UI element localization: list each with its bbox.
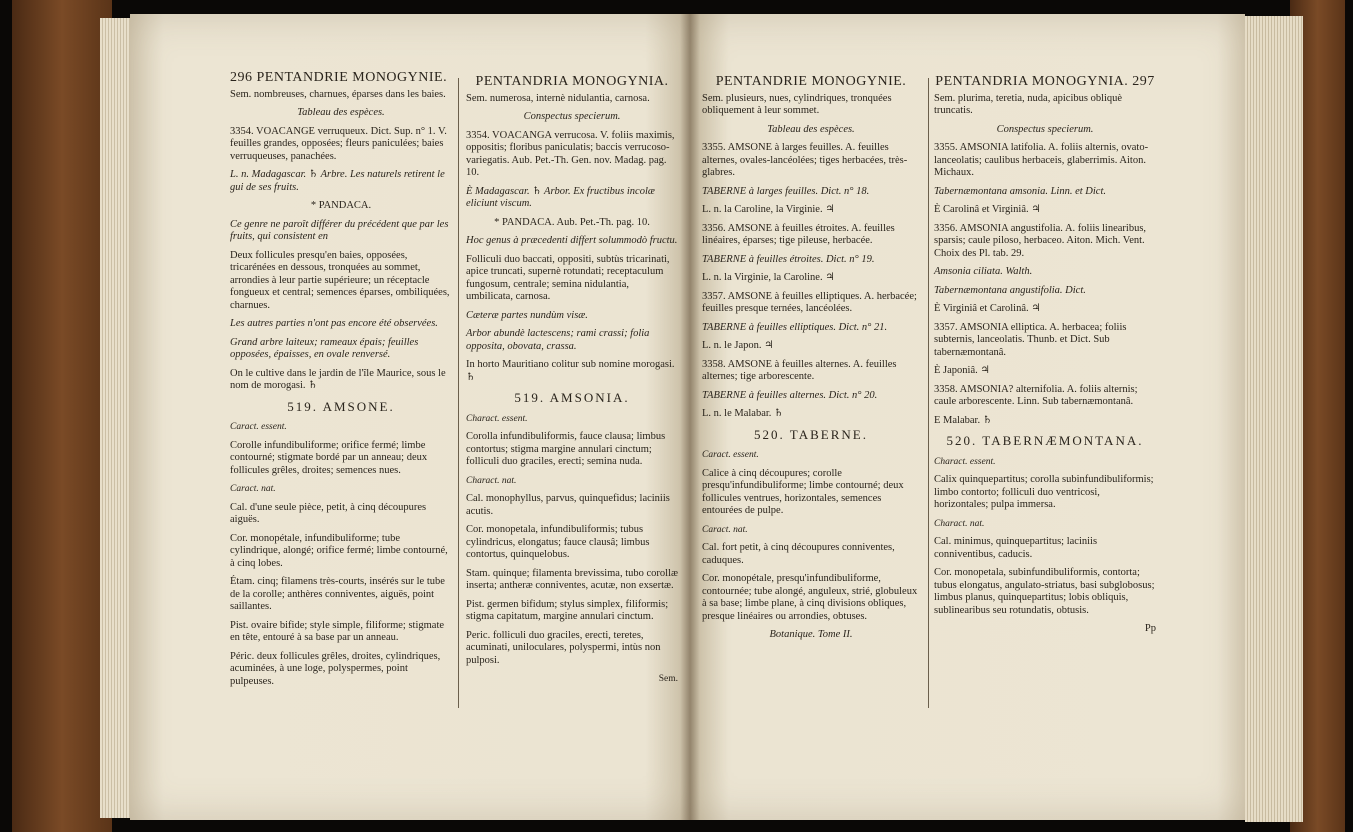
- footer-signature: Botanique. Tome II.: [769, 629, 853, 640]
- subheading: Charact. essent.: [934, 456, 996, 467]
- text-line: Cal. fort petit, à cinq découpures conniventes, caduques.: [702, 542, 895, 566]
- text-line: Ce genre ne paroît différer du précédent que par les fruits, qui consistent en: [230, 218, 449, 242]
- genus-title: * PANDACA.: [310, 200, 372, 211]
- text-line: Cor. monopétale, presqu'infundibuliforme, contournée; tube alongé, anguleux, strié, globuleux à sa base; limbe plane, à cinq divisions obliques, presque linéaires ou arrondies, obtuses.: [702, 573, 918, 622]
- text-line: Arbor abundè lactescens; rami crassi; folia opposita, obovata, crassa.: [466, 328, 650, 352]
- text-line: Les autres parties n'ont pas encore été observées.: [230, 318, 438, 329]
- subheading: Charact. nat.: [466, 475, 517, 486]
- left-french-column: [230, 72, 452, 694]
- page-edges-right: [1245, 16, 1303, 822]
- text-line: Sem. plurima, teretia, nuda, apicibus obliquè truncatis.: [934, 92, 1123, 116]
- text-line: TABERNE à larges feuilles. Dict. n° 18.: [702, 185, 870, 197]
- column-divider-left: [458, 78, 459, 708]
- text-line: Pist. germen bifidum; stylus simplex, filiformis; stigma capitatum, margine annulari cinctum.: [466, 598, 669, 622]
- text-line: Calix quinquepartitus; corolla subinfundibuliformis; limbo contorto; folliculi duo ventricosi, horizontales; pulpa immersa.: [934, 474, 1154, 510]
- subheading: Charact. nat.: [934, 518, 985, 529]
- species-entry: 3357. AMSONIA elliptica. A. herbacea; foliis subternis, lanceolatis. Thunb. et Dict. Sub tabernæmontanâ.: [934, 321, 1127, 358]
- subheading: Caract. nat.: [230, 484, 276, 494]
- species-entry: 3358. AMSONE à feuilles alternes. A. feuilles alternes; tige arborescente.: [702, 358, 897, 382]
- section-title: Conspectus specierum.: [523, 111, 621, 122]
- text-line: Sem. plusieurs, nues, cylindriques, tronquées obliquement à leur sommet.: [702, 92, 892, 116]
- page-header: PENTANDRIE MONOGYNIE.: [715, 74, 907, 89]
- text-line: Corolle infundibuliforme; orifice fermé; limbe contourné; stigmate bordé par un anneau; deux follicules grêles, droites; semences nues.: [230, 439, 428, 476]
- text-line: Cor. monopetala, subinfundibuliformis, contorta; tubus elongatus, angulato-striatus, basi subglobosus; limbus planus, quinquepartitus; lobis obliquis, sublinearibus seu rotundatis, obtusis.: [934, 567, 1155, 616]
- species-entry: 3354. VOACANGE verruqueux. Dict. Sup. n° 1. V. feuilles grandes, opposées; fleurs paniculées; baies verruqueuses, panachées.: [230, 125, 447, 162]
- text-line: Peric. folliculi duo graciles, erecti, teretes, acuminati, uniloculares, polyspermi, intùs non pulposi.: [466, 629, 661, 666]
- text-line: Cæteræ partes nundùm visæ.: [466, 309, 588, 321]
- text-line: L. n. la Caroline, la Virginie. ♃: [702, 204, 835, 215]
- text-line: On le cultive dans le jardin de l'île Maurice, sous le nom de morogasi. ♄: [230, 367, 446, 391]
- species-entry: 3357. AMSONE à feuilles elliptiques. A. herbacée; feuilles presque ternées, lancéolées.: [702, 290, 917, 314]
- text-line: L. n. le Malabar. ♄: [702, 408, 784, 419]
- text-line: Étam. cinq; filamens très-courts, insérés sur le tube de la corolle; anthères conniventes, aiguës, point saillantes.: [230, 576, 445, 612]
- text-line: TABERNE à feuilles elliptiques. Dict. n° 21.: [702, 321, 888, 333]
- text-line: Tabernæmontana angustifolia. Dict.: [934, 284, 1086, 296]
- text-line: È Japoniâ. ♃: [934, 365, 990, 376]
- species-entry: 3358. AMSONIA? alternifolia. A. foliis alternis; caule arborescente. Linn. Sub tabernæmontanâ.: [934, 383, 1138, 407]
- genus-title: 519. AMSONE.: [287, 398, 395, 414]
- species-entry: 3356. AMSONE à feuilles étroites. A. feuilles linéaires, éparses; tige pileuse, herbacée.: [702, 222, 895, 246]
- page-header: PENTANDRIA MONOGYNIA. 297: [935, 74, 1155, 89]
- species-entry: 3355. AMSONIA latifolia. A. foliis alternis, ovato-lanceolatis; caulibus herbaceis, glaberrimis. Aiton. Michaux.: [934, 142, 1149, 178]
- species-entry: 3356. AMSONIA angustifolia. A. foliis linearibus, sparsis; caule piloso, herbaceo. Aiton. Mich. Vent. Choix des Pl. tab. 29.: [934, 222, 1147, 259]
- text-line: Folliculi duo baccati, oppositi, subtùs tricarinati, apice truncati, supernè rotundati; receptaculum fungosum, centrale; semina nidulantia, umbilicata, carnosa.: [466, 253, 670, 302]
- page-header: 296 PENTANDRIE MONOGYNIE.: [230, 70, 448, 85]
- section-title: Tableau des espèces.: [297, 107, 385, 118]
- catchword: Sem.: [658, 674, 678, 684]
- text-line: Tabernæmontana amsonia. Linn. et Dict.: [934, 185, 1106, 197]
- text-line: TABERNE à feuilles étroites. Dict. n° 19.: [702, 253, 875, 265]
- genus-title: 520. TABERNÆMONTANA.: [946, 433, 1144, 448]
- right-latin-column: [934, 76, 1156, 642]
- text-line: L. n. Madagascar. ♄ Arbre. Les naturels retirent le gui de ses fruits.: [230, 169, 445, 193]
- text-line: Deux follicules presqu'en baies, opposées, tricarénées en dessous, tronquées au sommet, arrondies à leur partie supérieure; un réceptacle fongueux et central; semences éparses, ombiliquées, charnues.: [230, 249, 450, 311]
- section-title: Conspectus specierum.: [996, 123, 1094, 135]
- text-line: In horto Mauritiano colitur sub nomine morogasi. ♄: [466, 359, 675, 383]
- signature-mark: Pp: [1144, 623, 1156, 634]
- text-line: Péric. deux follicules grêles, droites, cylindriques, acuminées, à une loge, polyspermes, point pulpeuses.: [230, 650, 441, 687]
- text-line: È Carolinâ et Virginiâ. ♃: [934, 204, 1041, 215]
- text-line: Cal. monophyllus, parvus, quinquefidus; laciniis acutis.: [466, 493, 670, 517]
- text-line: Hoc genus à præcedenti differt solummodò fructu.: [466, 235, 678, 246]
- text-line: Sem. nombreuses, charnues, éparses dans les baies.: [230, 88, 446, 100]
- text-line: L. n. le Japon. ♃: [702, 340, 774, 351]
- book-cover-left: [12, 0, 112, 832]
- species-entry: 3354. VOACANGA verrucosa. V. foliis maximis, oppositis; floribus paniculatis; baccis verrucoso-variegatis. Aub. Pet.-Th. Gen. nov. Madag. pag. 10.: [466, 129, 675, 178]
- subheading: Caract. essent.: [702, 450, 759, 460]
- genus-title: 519. AMSONIA.: [514, 390, 630, 405]
- text-line: Corolla infundibuliformis, fauce clausa; limbus contortus; stigma margine annulari cinctum; folliculi duo graciles, erecti; semina nuda.: [466, 431, 666, 467]
- genus-title: * PANDACA. Aub. Pet.-Th. pag. 10.: [494, 216, 650, 228]
- text-line: Cal. minimus, quinquepartitus; laciniis conniventibus, caducis.: [934, 536, 1098, 560]
- text-line: L. n. la Virginie, la Caroline. ♃: [702, 272, 835, 283]
- text-line: TABERNE à feuilles alternes. Dict. n° 20.: [702, 389, 878, 401]
- genus-title: 520. TABERNE.: [754, 426, 868, 442]
- text-line: Calice à cinq découpures; corolle presqu'infundibuliforme; limbe contourné; deux follicules ventrues, horizontales, semences entourées de pulpe.: [702, 467, 904, 516]
- text-line: E Malabar. ♄: [934, 414, 993, 426]
- text-line: Pist. ovaire bifide; style simple, filiforme; stigmate en tête, entouré à sa base par un anneau.: [230, 619, 445, 643]
- text-line: Cor. monopétale, infundibuliforme; tube cylindrique, alongé; orifice fermé; limbe contourné, à cinq lobes.: [230, 532, 448, 569]
- text-line: Cor. monopetala, infundibuliformis; tubus cylindricus, elongatus; fauce clausâ; limbus contortus, quinquelobus.: [466, 524, 650, 560]
- left-latin-column: [466, 76, 678, 692]
- subheading: Caract. essent.: [230, 422, 287, 432]
- page-header: PENTANDRIA MONOGYNIA.: [475, 74, 669, 89]
- subheading: Charact. essent.: [466, 413, 528, 424]
- right-french-column: [702, 76, 920, 648]
- species-entry: 3355. AMSONE à larges feuilles. A. feuilles alternes, ovales-lancéolées; tiges herbacées, très-glabres.: [702, 142, 908, 178]
- page-edges-left: [100, 18, 132, 818]
- text-line: Stam. quinque; filamenta brevissima, tubo corollæ inserta; antheræ conniventes, acutæ, non exsertæ.: [466, 567, 679, 591]
- text-line: È Madagascar. ♄ Arbor. Ex fructibus incolæ eliciunt viscum.: [466, 185, 655, 209]
- book-gutter: [680, 14, 700, 820]
- text-line: Grand arbre laiteux; rameaux épais; feuilles opposées, épaisses, en ovale renversé.: [230, 336, 419, 360]
- text-line: È Virginiâ et Carolinâ. ♃: [934, 303, 1041, 314]
- text-line: Sem. numerosa, internè nidulantia, carnosa.: [466, 92, 650, 104]
- section-title: Tableau des espèces.: [767, 123, 855, 135]
- text-line: Cal. d'une seule pièce, petit, à cinq découpures aiguës.: [230, 501, 427, 525]
- text-line: Amsonia ciliata. Walth.: [934, 266, 1033, 277]
- subheading: Caract. nat.: [702, 524, 748, 535]
- column-divider-right: [928, 78, 929, 708]
